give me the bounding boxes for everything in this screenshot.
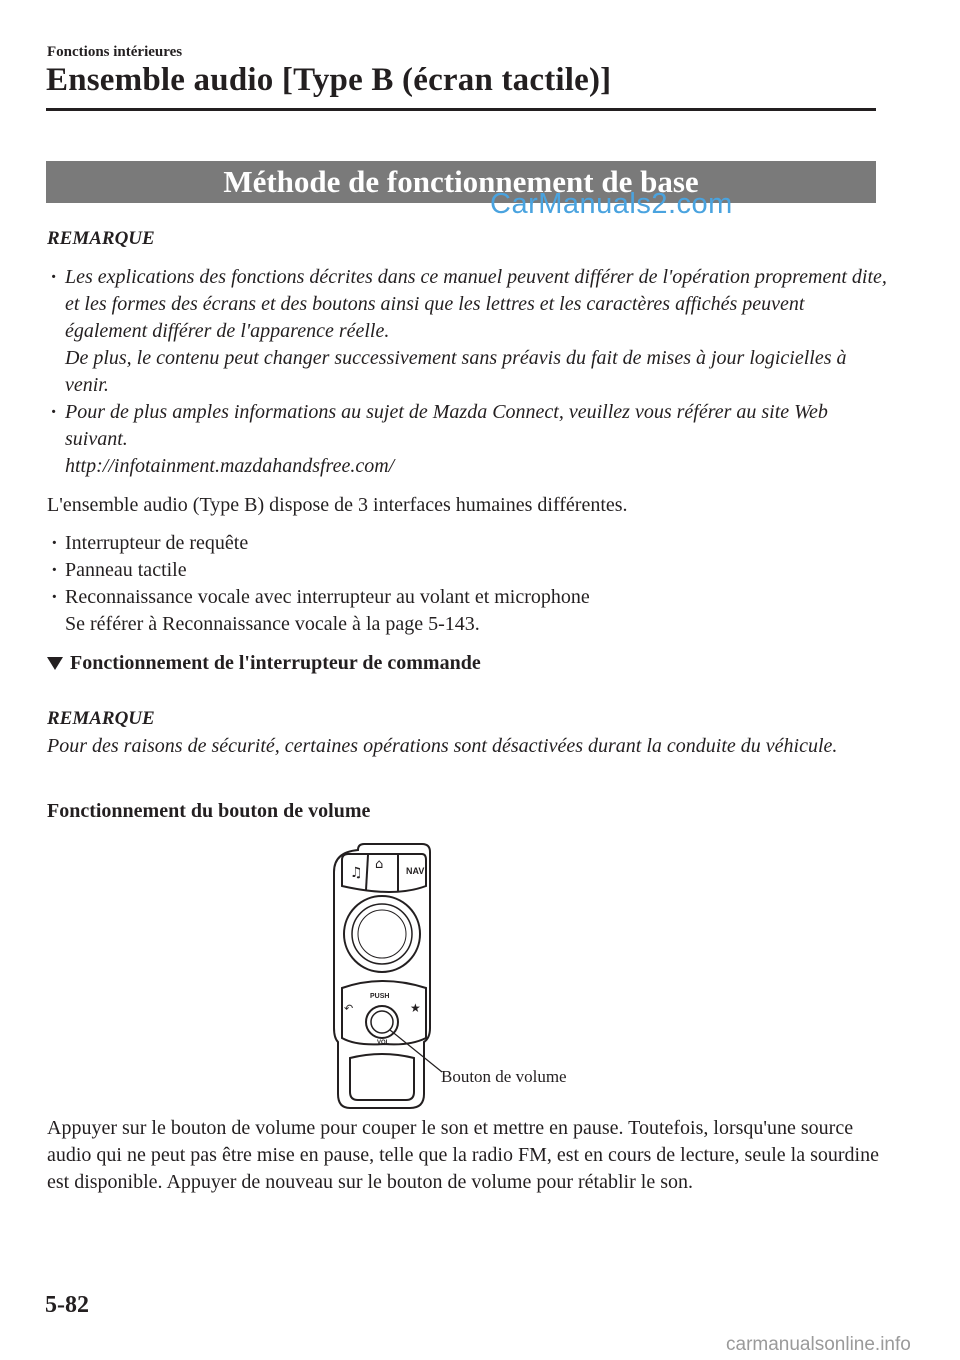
body-paragraph: Appuyer sur le bouton de volume pour couper le son et mettre en pause. Toutefois, lorsqu'une source audio qui ne peut pas être mise en pause, telle que la radio FM, est en cours de lecture, seule la sourdine est disponible. Appuyer de nouveau sur le bouton de volume pour rétablir le son. <box>47 1117 879 1193</box>
intro-paragraph: L'ensemble audio (Type B) dispose de 3 interfaces humaines différentes. <box>47 494 628 516</box>
main-knob-inner <box>352 904 412 964</box>
note-2-text: Pour des raisons de sécurité, certaines opérations sont désactivées durant la conduite du véhicule. <box>47 735 838 757</box>
watermark-text: CarManuals2.com <box>490 188 733 220</box>
vol-label: VOL <box>377 1040 390 1046</box>
note-label-1: REMARQUE <box>47 228 155 249</box>
note-1-item-2-text: Pour de plus amples informations au sujet de Mazda Connect, veuillez vous référer au site Web suivant. <box>65 401 828 450</box>
note-1-item-1-text: Les explications des fonctions décrites dans ce manuel peuvent différer de l'opération proprement dite, et les formes des écrans et des boutons ainsi que les lettres et les caractères affichés peuvent également différer de l'apparence réelle. <box>65 266 887 342</box>
note-1-url: http://infotainment.mazdahandsfree.com/ <box>65 455 395 477</box>
interface-item-1: · Interrupteur de requête <box>47 530 887 557</box>
interface-reference: Se référer à Reconnaissance vocale à la page 5-143. <box>65 613 480 635</box>
main-knob-outer <box>344 896 420 972</box>
interface-item-2: · Panneau tactile <box>47 557 887 584</box>
note-1-item-2 <box>47 399 887 480</box>
music-icon: ♫ <box>350 865 363 881</box>
interface-item-3 <box>47 584 887 638</box>
nav-button-label: NAV <box>406 866 425 876</box>
triangle-bullet-icon <box>47 657 63 670</box>
subsection-heading: Fonctionnement du bouton de volume <box>47 800 371 822</box>
section-heading-text: Fonctionnement de l'interrupteur de commande <box>70 652 481 674</box>
volume-knob-inner <box>371 1011 393 1033</box>
favorite-star-icon: ★ <box>410 1001 421 1015</box>
note-label-2: REMARQUE <box>47 708 155 729</box>
palm-rest <box>350 1054 414 1100</box>
section-heading <box>47 652 481 675</box>
section-banner: Méthode de fonctionnement de base <box>46 161 876 203</box>
footer-site: carmanualsonline.info <box>726 1334 911 1355</box>
figure-callout-label: Bouton de volume <box>441 1067 567 1086</box>
note-1-item-1-extra: De plus, le contenu peut changer successivement sans préavis du fait de mises à jour logicielles à venir. <box>65 347 847 396</box>
callout-line <box>390 1030 442 1072</box>
home-icon: ⌂ <box>375 857 384 872</box>
push-label: PUSH <box>370 993 390 1000</box>
chapter-label: Fonctions intérieures <box>47 44 183 60</box>
page-number: 5-82 <box>45 1292 89 1318</box>
interface-list <box>47 530 887 638</box>
note-1 <box>47 264 887 480</box>
note-1-item-1 <box>47 264 887 399</box>
back-icon: ↶ <box>344 1002 354 1015</box>
switch-housing <box>334 844 430 1108</box>
title-rule <box>46 108 876 111</box>
interface-item-3-text: Reconnaissance vocale avec interrupteur au volant et microphone <box>65 586 590 608</box>
page-title: Ensemble audio [Type B (écran tactile)] <box>46 62 612 98</box>
main-knob-center <box>358 910 406 958</box>
button-divider-1 <box>366 855 368 890</box>
